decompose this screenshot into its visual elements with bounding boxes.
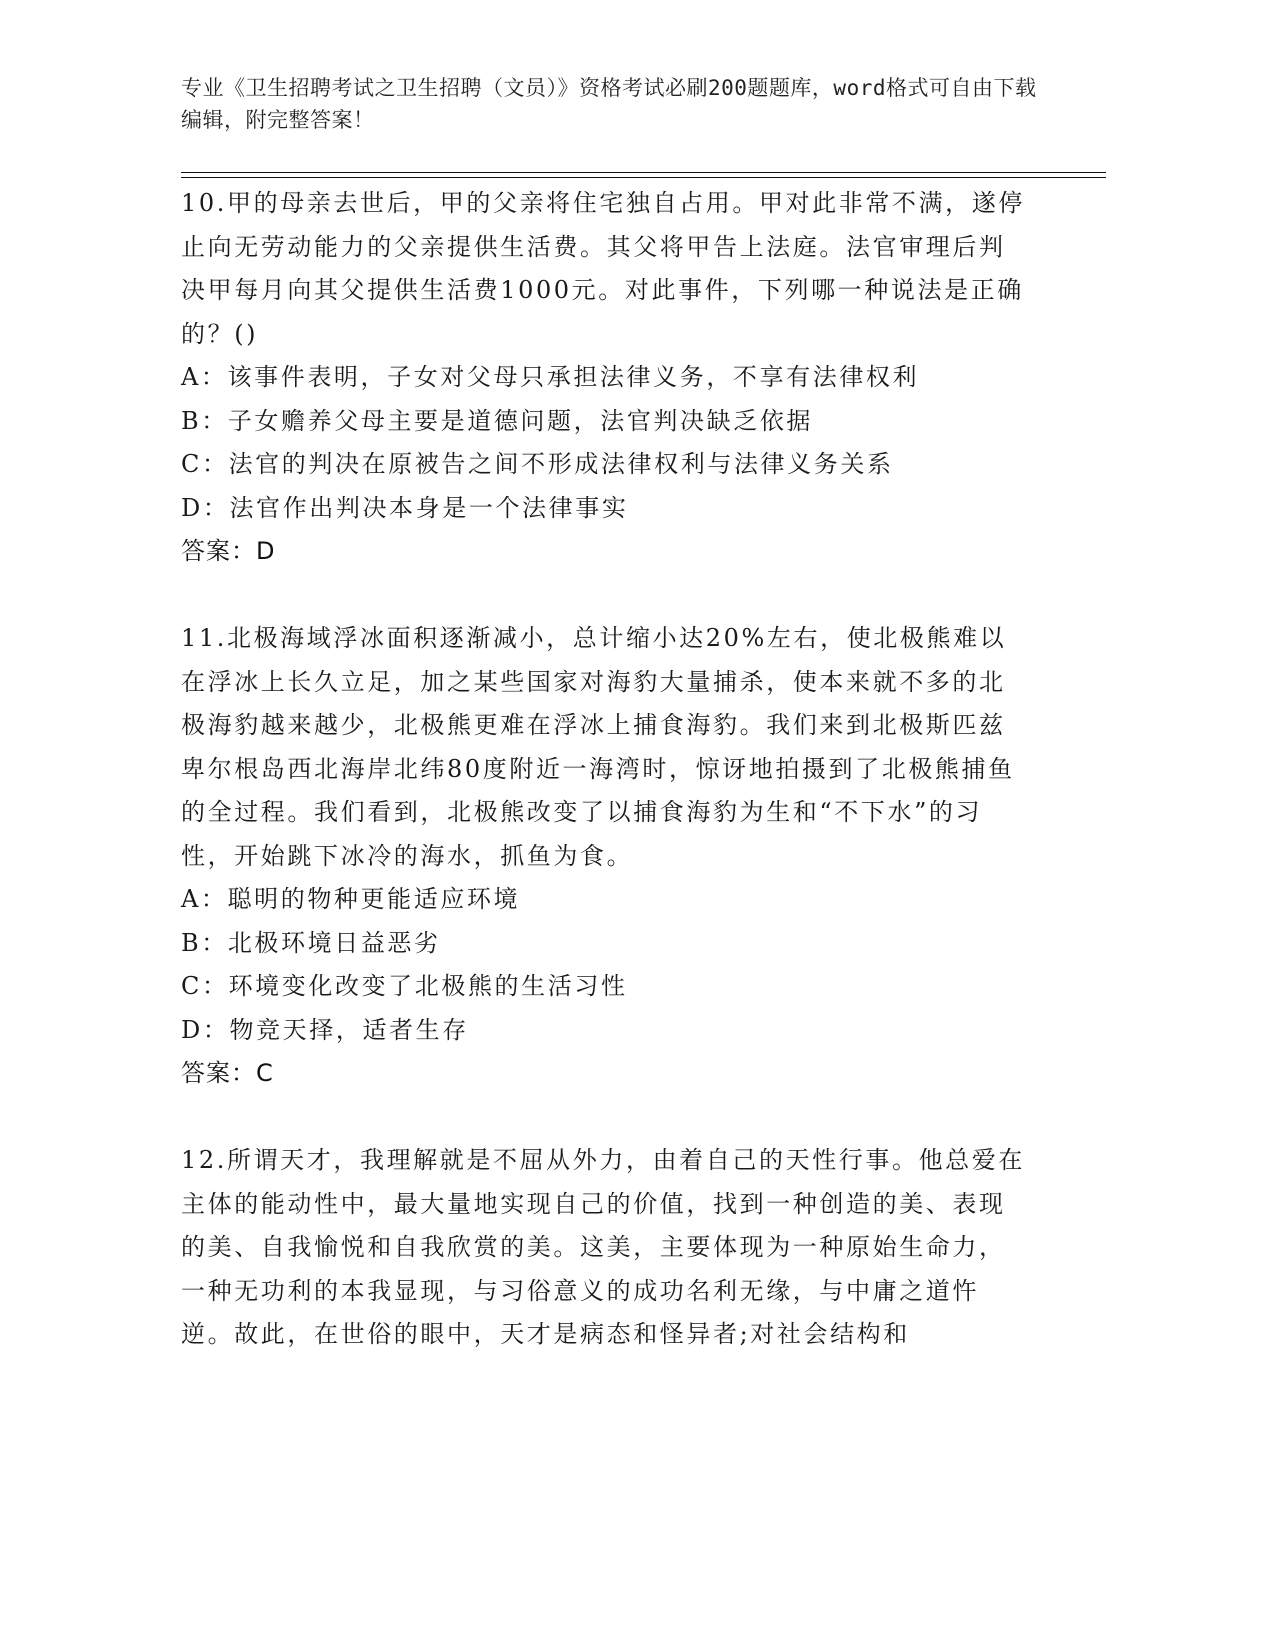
answer-line: 答案：D <box>181 537 276 565</box>
option-a: A：聪明的物种更能适应环境 <box>181 885 521 913</box>
question-10 <box>181 182 1031 574</box>
option-d: D：法官作出判决本身是一个法律事实 <box>181 493 629 522</box>
option-d: D：物竞天择，适者生存 <box>181 1015 469 1044</box>
question-11 <box>181 617 1031 1096</box>
question-text: 12.所谓天才，我理解就是不屈从外力，由着自己的天性行事。他总爱在主体的能动性中，最大量地实现自己的价值，找到一种创造的美、表现的美、自我愉悦和自我欣赏的美。这美，主要体现为一种原始生命力，一种无功利的本我显现，与习俗意义的成功名利无缘，与中庸之道忤逆。故此，在世俗的眼中，天才是病态和怪异者;对社会结构和 <box>181 1146 1025 1348</box>
question-text: 10.甲的母亲去世后，甲的父亲将住宅独自占用。甲对此非常不满，遂停止向无劳动能力的父亲提供生活费。其父将甲告上法庭。法官审理后判决甲每月向其父提供生活费1000元。对此事件，下列哪一种说法是正确的？() <box>181 189 1025 348</box>
question-list <box>181 182 1031 1357</box>
question-spacer <box>181 1096 1031 1140</box>
question-spacer <box>181 574 1031 618</box>
header-divider-bottom <box>181 177 1106 178</box>
question-12 <box>181 1139 1031 1357</box>
option-a: A：该事件表明，子女对父母只承担法律义务，不享有法律权利 <box>181 363 920 391</box>
document-header: 专业《卫生招聘考试之卫生招聘（文员）》资格考试必刷200题题库，word格式可自由下载编辑，附完整答案！ <box>181 76 1037 132</box>
option-c: C：法官的判决在原被告之间不形成法律权利与法律义务关系 <box>181 450 894 478</box>
header-divider-top <box>181 172 1106 173</box>
option-b: B：子女赡养父母主要是道德问题，法官判决缺乏依据 <box>181 406 814 435</box>
option-b: B：北极环境日益恶劣 <box>181 928 441 957</box>
question-text: 11.北极海域浮冰面积逐渐减小，总计缩小达20%左右，使北极熊难以在浮冰上长久立足，加之某些国家对海豹大量捕杀，使本来就不多的北极海豹越来越少，北极熊更难在浮冰上捕食海豹。我们来到北极斯匹兹卑尔根岛西北海岸北纬80度附近一海湾时，惊讶地拍摄到了北极熊捕鱼的全过程。我们看到，北极熊改变了以捕食海豹为生和“不下水”的习性，开始跳下冰冷的海水，抓鱼为食。 <box>181 624 1015 870</box>
answer-line: 答案：C <box>181 1059 274 1087</box>
option-c: C：环境变化改变了北极熊的生活习性 <box>181 972 628 1000</box>
